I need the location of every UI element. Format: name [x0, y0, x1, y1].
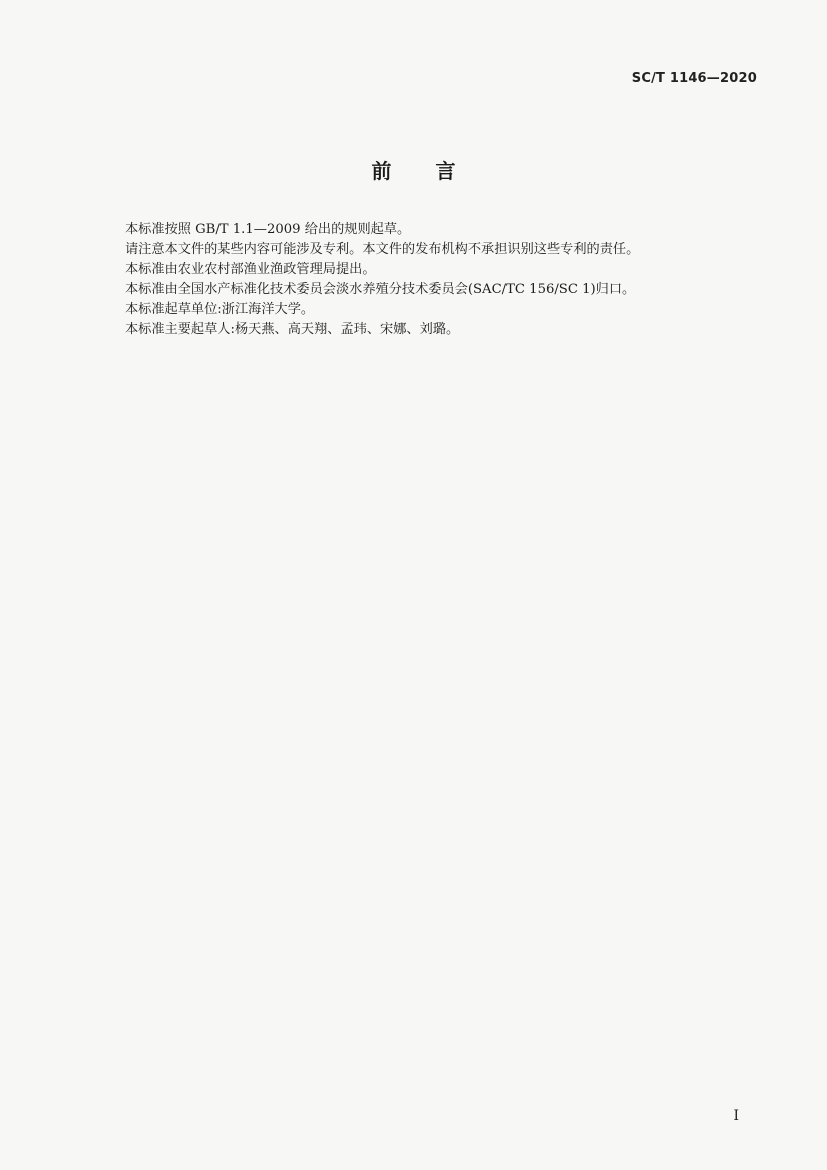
paragraph-drafting-unit: 本标准起草单位:浙江海洋大学。: [125, 302, 315, 317]
paragraph-centralized-by: 本标准由全国水产标准化技术委员会淡水养殖分技术委员会(SAC/TC 156/SC 1)归口。: [125, 282, 636, 297]
paragraph-proposer: 本标准由农业农村部渔业渔政管理局提出。: [125, 262, 376, 277]
paragraph-patent-notice: 请注意本文件的某些内容可能涉及专利。本文件的发布机构不承担识别这些专利的责任。: [125, 242, 640, 257]
standard-code: SC/T 1146—2020: [631, 71, 757, 86]
page-number: I: [733, 1108, 739, 1124]
paragraph-drafting-rules: 本标准按照 GB/T 1.1—2009 给出的规则起草。: [125, 222, 411, 237]
page-title: 前言: [371, 159, 500, 183]
foreword-body: [0, 220, 827, 340]
paragraph-main-drafters: 本标准主要起草人:杨天燕、高天翔、孟玮、宋娜、刘璐。: [125, 322, 460, 337]
